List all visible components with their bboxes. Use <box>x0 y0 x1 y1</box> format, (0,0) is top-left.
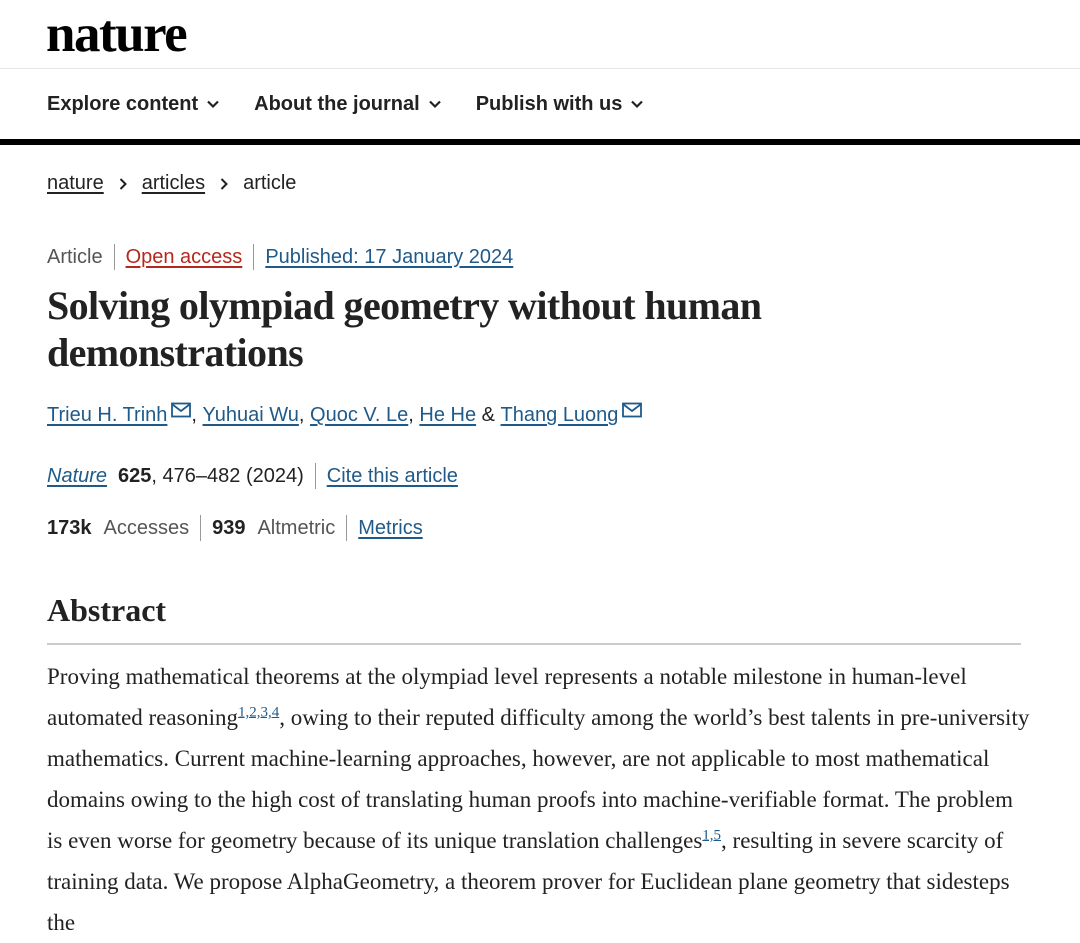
chevron-right-icon <box>217 177 231 191</box>
mail-icon[interactable] <box>622 402 642 418</box>
chevron-down-icon <box>428 97 442 111</box>
metrics-link[interactable]: Metrics <box>358 516 423 539</box>
abstract-text <box>47 656 1032 943</box>
nav-label: Explore content <box>47 92 199 115</box>
author-separator: , <box>408 404 420 426</box>
nav-about-journal[interactable] <box>254 93 442 116</box>
main-nav <box>0 69 1080 145</box>
nav-label: About the journal <box>254 92 420 115</box>
article-title: Solving olympiad geometry without human demonstrations <box>47 283 762 375</box>
breadcrumb <box>47 172 296 195</box>
cite-article-link[interactable]: Cite this article <box>326 464 458 487</box>
reference-link[interactable]: 1,2,3,4 <box>237 704 280 721</box>
abstract-text-part: Proving mathematical theorems at the olympiad level represents a notable milestone in human-level automated reasoning <box>47 664 967 730</box>
author-list <box>47 404 642 427</box>
author-ampersand: & <box>476 404 501 426</box>
author-link[interactable]: Trieu H. Trinh <box>47 404 168 426</box>
nature-logo[interactable]: nature <box>46 5 187 63</box>
accesses-count: 173k <box>47 516 92 539</box>
abstract-text-part: , owing to their reputed difficulty among the world’s best talents in pre-university mathematics. Current machine-learning approaches, however, are not applicable to most mathematical domains owing to the high cost of translating human proofs into machine-verifiable format. The problem is even worse for geometry because of its unique translation challenges <box>47 705 1030 853</box>
chevron-right-icon <box>116 177 130 191</box>
author-link[interactable]: Quoc V. Le <box>310 404 409 426</box>
altmetric-label: Altmetric <box>257 516 336 539</box>
breadcrumb-home-link[interactable]: nature <box>47 172 104 194</box>
divider <box>200 515 201 541</box>
author-separator: , <box>298 404 311 426</box>
volume-number: 625 <box>118 464 152 487</box>
nav-publish-with-us[interactable] <box>476 93 645 116</box>
author-link[interactable]: He He <box>419 404 477 426</box>
abstract-heading: Abstract <box>47 592 167 628</box>
author-separator: , <box>191 404 203 426</box>
divider <box>346 515 347 541</box>
author-link[interactable]: Yuhuai Wu <box>202 404 299 426</box>
divider <box>114 244 115 270</box>
masthead <box>0 0 1080 69</box>
breadcrumb-articles-link[interactable]: articles <box>141 172 206 194</box>
abstract-divider <box>47 643 1021 645</box>
page-range: , 476–482 (2024) <box>151 464 304 487</box>
journal-link[interactable]: Nature <box>47 464 108 487</box>
chevron-down-icon <box>630 97 644 111</box>
author-link[interactable]: Thang Luong <box>500 404 619 426</box>
altmetric-count: 939 <box>212 516 246 539</box>
breadcrumb-current: article <box>243 172 297 194</box>
divider <box>253 244 254 270</box>
accesses-label: Accesses <box>103 516 190 539</box>
divider <box>315 463 316 489</box>
chevron-down-icon <box>206 97 220 111</box>
abstract-text-part: , resulting in severe scarcity of training data. We propose AlphaGeometry, a theorem prover for Euclidean plane geometry that sidesteps the <box>47 828 1010 935</box>
metrics-line <box>47 515 423 541</box>
open-access-link[interactable]: Open access <box>125 245 243 268</box>
article-type: Article <box>47 245 103 268</box>
mail-icon[interactable] <box>171 402 191 418</box>
article-meta <box>47 244 513 270</box>
nav-explore-content[interactable] <box>47 93 220 116</box>
published-date-link[interactable]: Published: 17 January 2024 <box>265 245 514 268</box>
reference-link[interactable]: 1,5 <box>702 827 722 844</box>
nav-label: Publish with us <box>475 92 623 115</box>
citation-line <box>47 463 458 489</box>
